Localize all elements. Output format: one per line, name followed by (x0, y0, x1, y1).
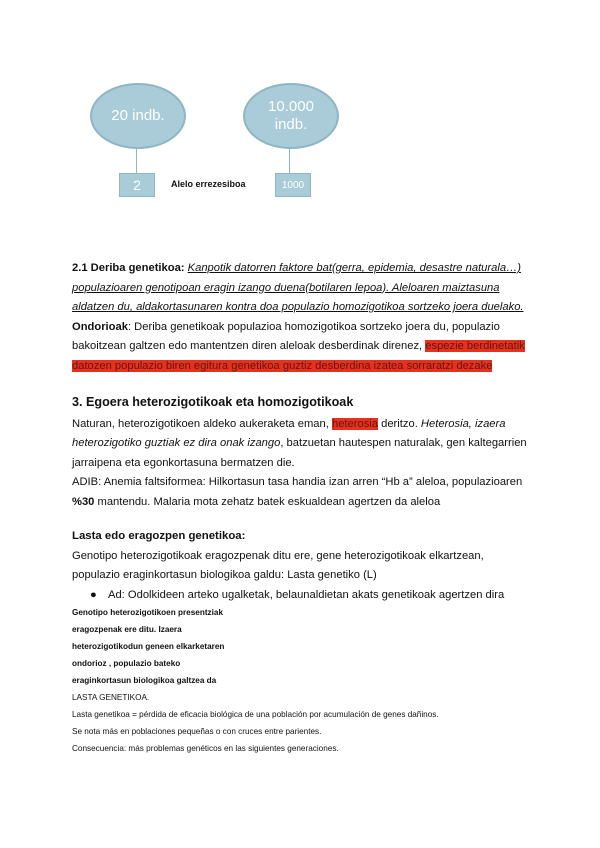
p2-italic: heterozigotiko guztiak ez dira onak izango (72, 437, 281, 449)
note-line: Se nota más en poblaciones pequeñas o con cruces entre parientes. (72, 727, 322, 736)
note-line: Consecuencia: más problemas genéticos en las siguientes generaciones. (72, 744, 339, 753)
section-lasta (72, 527, 532, 605)
bubble-left-label: 20 indb. (111, 107, 165, 124)
deriba-title: 2.1 Deriba genetikoa: (72, 262, 185, 274)
note-line: ondorioz , populazio bateko (72, 659, 181, 668)
p4: ADIB: Anemia faltsiformea: Hilkortasun tasa handia izan arren “Hb a” aleloa, populazioaren (72, 476, 523, 488)
p5-bold: %30 (72, 495, 95, 508)
bubble-10000-individuals (243, 83, 339, 149)
bubble-right-label: 10.000 indb. (268, 98, 314, 133)
note-line: Lasta genetikoa = pérdida de eficacia biológica de una población por acumulación de genes dañinos. (72, 710, 439, 719)
note-line: Genotipo heterozigotikoen presentziak (72, 608, 224, 617)
lasta-l2: populazio eraginkortasun biologikoa galdu: Lasta genetiko (L) (72, 569, 377, 581)
deriba-line2: populazioaren genotipoan eragin izango duena(botilaren lepoa). Aleloaren maiztasuna (72, 281, 500, 294)
p1-italic: Heterosia, izaera (420, 417, 506, 430)
section-heterozigotikoak (72, 393, 532, 512)
box-left (119, 173, 155, 197)
p1-a: Naturan, heterozigotikoen aldeko aukeraketa eman, (72, 417, 329, 430)
highlight-heterosia: heterosia (331, 417, 378, 430)
section-deriba (72, 259, 532, 376)
p3: jarraipena eta egonkortasuna bermatzen die. (72, 456, 295, 469)
box-left-value: 2 (133, 177, 141, 193)
lasta-bullet-text: Ad: Odolkideen arteko ugalketak, belaunaldietan akats genetikoak agertzen dira (108, 588, 505, 601)
box-right-value: 1000 (281, 179, 305, 191)
lasta-l1: Genotipo heterozigotikoak eragozpenak ditu ere, gene heterozigotikoak elkartzean, (72, 549, 484, 562)
deriba-line1: Kanpotik datorren faktore bat(gerra, epidemia, desastre naturala…) (187, 262, 521, 274)
alelo-label: Alelo errezesiboa (171, 179, 246, 189)
deriba-line3: aldatzen du, aldakortasunaren kontra doa populazio homozigotikoa sortzeko joera duelako. (72, 301, 524, 313)
highlight-espezie: espezie berdinetatik (425, 340, 525, 352)
p2-b: , batzuetan hautespen naturalak, gen kaltegarrien (280, 437, 527, 449)
p1-b: deritzo. (381, 417, 418, 430)
notes-block (72, 604, 439, 757)
bullet-dot-icon: ● (90, 588, 97, 601)
note-line: eraginkortasun biologikoa galtzea da (72, 676, 217, 685)
lasta-bullet (72, 586, 532, 606)
ondorio-text2: bakoitzean galtzen edo mantentzen diren aleloak desberdinak direnez, (72, 340, 423, 352)
lasta-title: Lasta edo eragozpen genetikoa: (72, 530, 246, 542)
box-right (275, 173, 311, 197)
bubble-20-individuals (90, 83, 186, 149)
connector-right (289, 147, 290, 173)
p5: mantendu. Malaria mota zehatz batek eskualdean agertzen da aleloa (94, 495, 441, 508)
section3-title: 3. Egoera heterozigotikoak eta homozigotikoak (72, 395, 354, 409)
note-line: heterozigotikodun geneen elkarketaren (72, 642, 225, 651)
note-line: LASTA GENETIKOA. (72, 693, 150, 702)
ondorio-label: Ondorioak (72, 320, 128, 333)
note-line: eragozpenak ere ditu. Izaera (72, 625, 182, 634)
highlight-datozen: datozen populazio biren egitura genetikoa guztiz desberdina izatea sorraratzi dezake (72, 359, 493, 372)
connector-left (136, 147, 137, 173)
ondorio-text1: : Deriba genetikoak populazioa homozigotikoa sortzeko joera du, populazio (127, 320, 500, 333)
